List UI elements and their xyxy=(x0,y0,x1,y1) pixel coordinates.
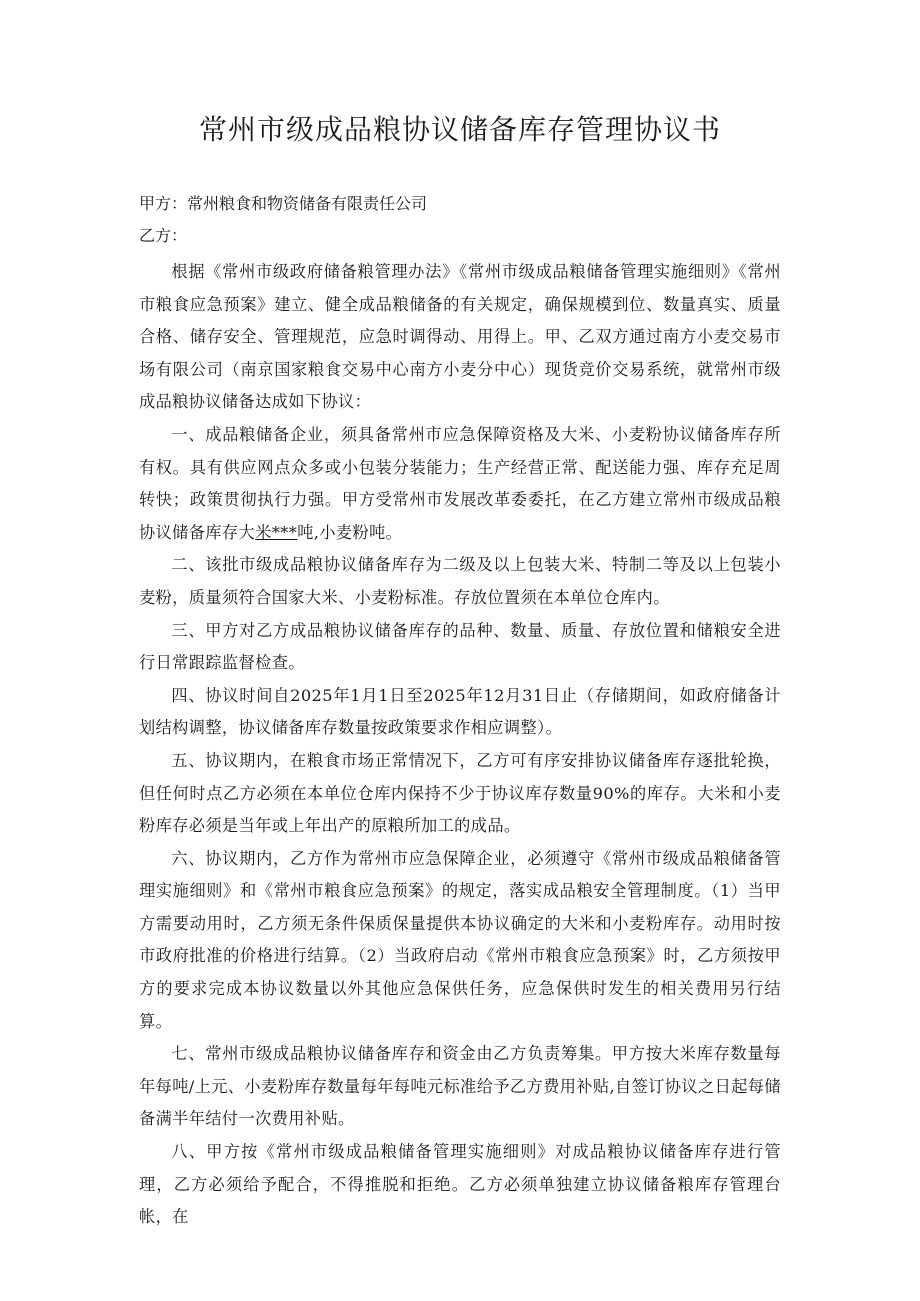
clause-5: 五、协议期内，在粮食市场正常情况下，乙方可有序安排协议储备库存逐批轮换，但任何时点乙方必须在本单位仓库内保持不少于协议库存数量90%的库存。大米和小麦粉库存必须是当年或上年出产的原粮所加工的成品。 xyxy=(139,750,781,836)
party-a: 甲方：常州粮食和物资储备有限责任公司 xyxy=(139,194,428,213)
document-title: 常州市级成品粮协议储备库存管理协议书 xyxy=(198,113,721,146)
party-b: 乙方： xyxy=(139,226,188,245)
clause-7: 七、常州市级成品粮协议储备库存和资金由乙方负责筹集。甲方按大米库存数量每年每吨/上元、小麦粉库存数量每年每吨元标准给予乙方费用补贴,自签订协议之日起每储备满半年结付一次费用补贴。 xyxy=(139,1044,781,1129)
clause-3: 三、甲方对乙方成品粮协议储备库存的品种、数量、质量、存放位置和储粮安全进行日常跟踪监督检查。 xyxy=(139,620,781,673)
clause-4: 四、协议时间自2025年1月1日至2025年12月31日止（存储期间，如政府储备计划结构调整，协议储备库存数量按政策要求作相应调整）。 xyxy=(139,685,781,738)
clause-1-text-end: 吨,小麦粉吨。 xyxy=(297,522,403,542)
clause-1 xyxy=(139,419,781,549)
clause-8: 八、甲方按《常州市级成品粮储备管理实施细则》对成品粮协议储备库存进行管理，乙方必须给予配合，不得推脱和拒绝。乙方必须单独建立协议储备粮库存管理台帐，在 xyxy=(139,1142,781,1227)
clause-2: 二、该批市级成品粮协议储备库存为二级及以上包装大米、特制二等及以上包装小麦粉，质量须符合国家大米、小麦粉标准。存放位置须在本单位仓库内。 xyxy=(139,555,781,607)
intro-paragraph: 根据《常州市级政府储备粮管理办法》《常州市级成品粮储备管理实施细则》《常州市粮食应急预案》建立、健全成品粮储备的有关规定，确保规模到位、数量真实、质量合格、储存安全、管理规范，应急时调得动、用得上。甲、乙双方通过南方小麦交易市场有限公司（南京国家粮食交易中心南方小麦分中心）现货竞价交易系统，就常州市级成品粮协议储备达成如下协议： xyxy=(139,262,781,412)
clause-1-text: 一、成品粮储备企业，须具备常州市应急保障资格及大米、小麦粉协议储备库存所有权。具有供应网点众多或小包装分装能力；生产经营正常、配送能力强、库存充足周转快；政策贯彻执行力强。甲方受常州市发展改革委委托，在乙方建立常州市级成品粮协议储备库存大 xyxy=(139,424,781,542)
clause-6: 六、协议期内，乙方作为常州市应急保障企业，必须遵守《常州市级成品粮储备管理实施细则》和《常州市粮食应急预案》的规定，落实成品粮安全管理制度。（1）当甲方需要动用时，乙方须无条件保质保量提供本协议确定的大米和小麦粉库存。动用时按市政府批准的价格进行结算。（2）当政府启动《常州市粮食应急预案》时，乙方须按甲方的要求完成本协议数量以外其他应急保供任务，应急保供时发生的相关费用另行结算。 xyxy=(139,848,781,1031)
rice-quantity-blank: 米*** xyxy=(255,522,298,542)
